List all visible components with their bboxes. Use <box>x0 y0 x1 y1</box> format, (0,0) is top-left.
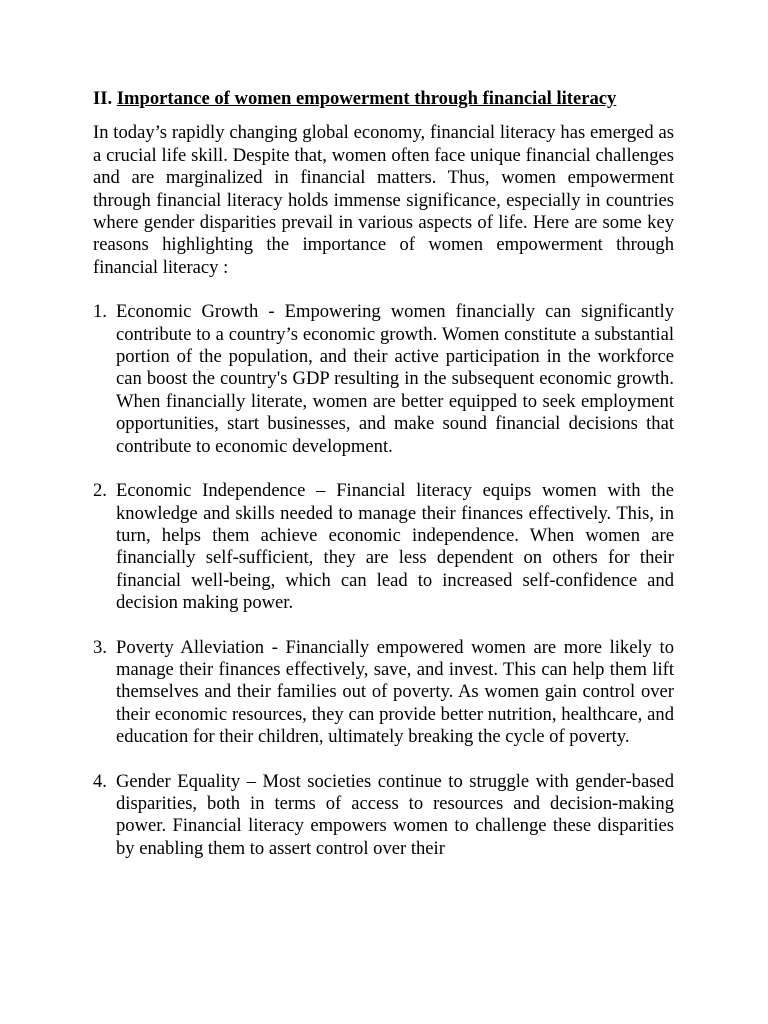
list-item-text: Gender Equality – Most societies continue to struggle with gender-based disparities, both in terms of access to resources and decision-making power. Financial literacy empowers women to challenge these disparities by enabling them to assert control over their <box>116 770 674 859</box>
list-item-text: Economic Independence – Financial literacy equips women with the knowledge and skills needed to manage their finances effectively. This, in turn, helps them achieve economic independence. When women are financially self-sufficient, they are less dependent on others for their financial well-being, which can lead to increased self-confidence and decision making power. <box>116 480 674 614</box>
list-item-number: 2. <box>93 480 107 502</box>
list-item <box>93 301 674 458</box>
section-title: Importance of women empowerment through financial literacy <box>116 88 617 109</box>
list-item <box>93 480 674 614</box>
list-item-number: 4. <box>93 770 107 792</box>
intro-paragraph: In today’s rapidly changing global economy, financial literacy has emerged as a crucial life skill. Despite that, women often face unique financial challenges and are marginalized in financial matters. Thus, women empowerment through financial literacy holds immense significance, especially in countries where gender disparities prevail in various aspects of life. Here are some key reasons highlighting the importance of women empowerment through financial literacy : <box>93 122 674 278</box>
section-heading <box>93 88 674 110</box>
list-item-text: Economic Growth - Empowering women financially can significantly contribute to a country’s economic growth. Women constitute a substantial portion of the population, and their active participation in the workforce can boost the country's GDP resulting in the subsequent economic growth. When financially literate, women are better equipped to seek employment opportunities, start businesses, and make sound financial decisions that contribute to economic development. <box>116 301 674 457</box>
reasons-list <box>93 301 674 860</box>
list-item-number: 3. <box>93 636 107 658</box>
section-number: II. <box>93 88 113 109</box>
list-item <box>93 637 674 749</box>
list-item-text: Poverty Alleviation - Financially empowered women are more likely to manage their finances effectively, save, and invest. This can help them lift themselves and their families out of poverty. As women gain control over their economic resources, they can provide better nutrition, healthcare, and education for their children, ultimately breaking the cycle of poverty. <box>116 636 674 748</box>
list-item-number: 1. <box>93 301 107 323</box>
list-item <box>93 771 674 861</box>
document-page <box>93 88 674 882</box>
